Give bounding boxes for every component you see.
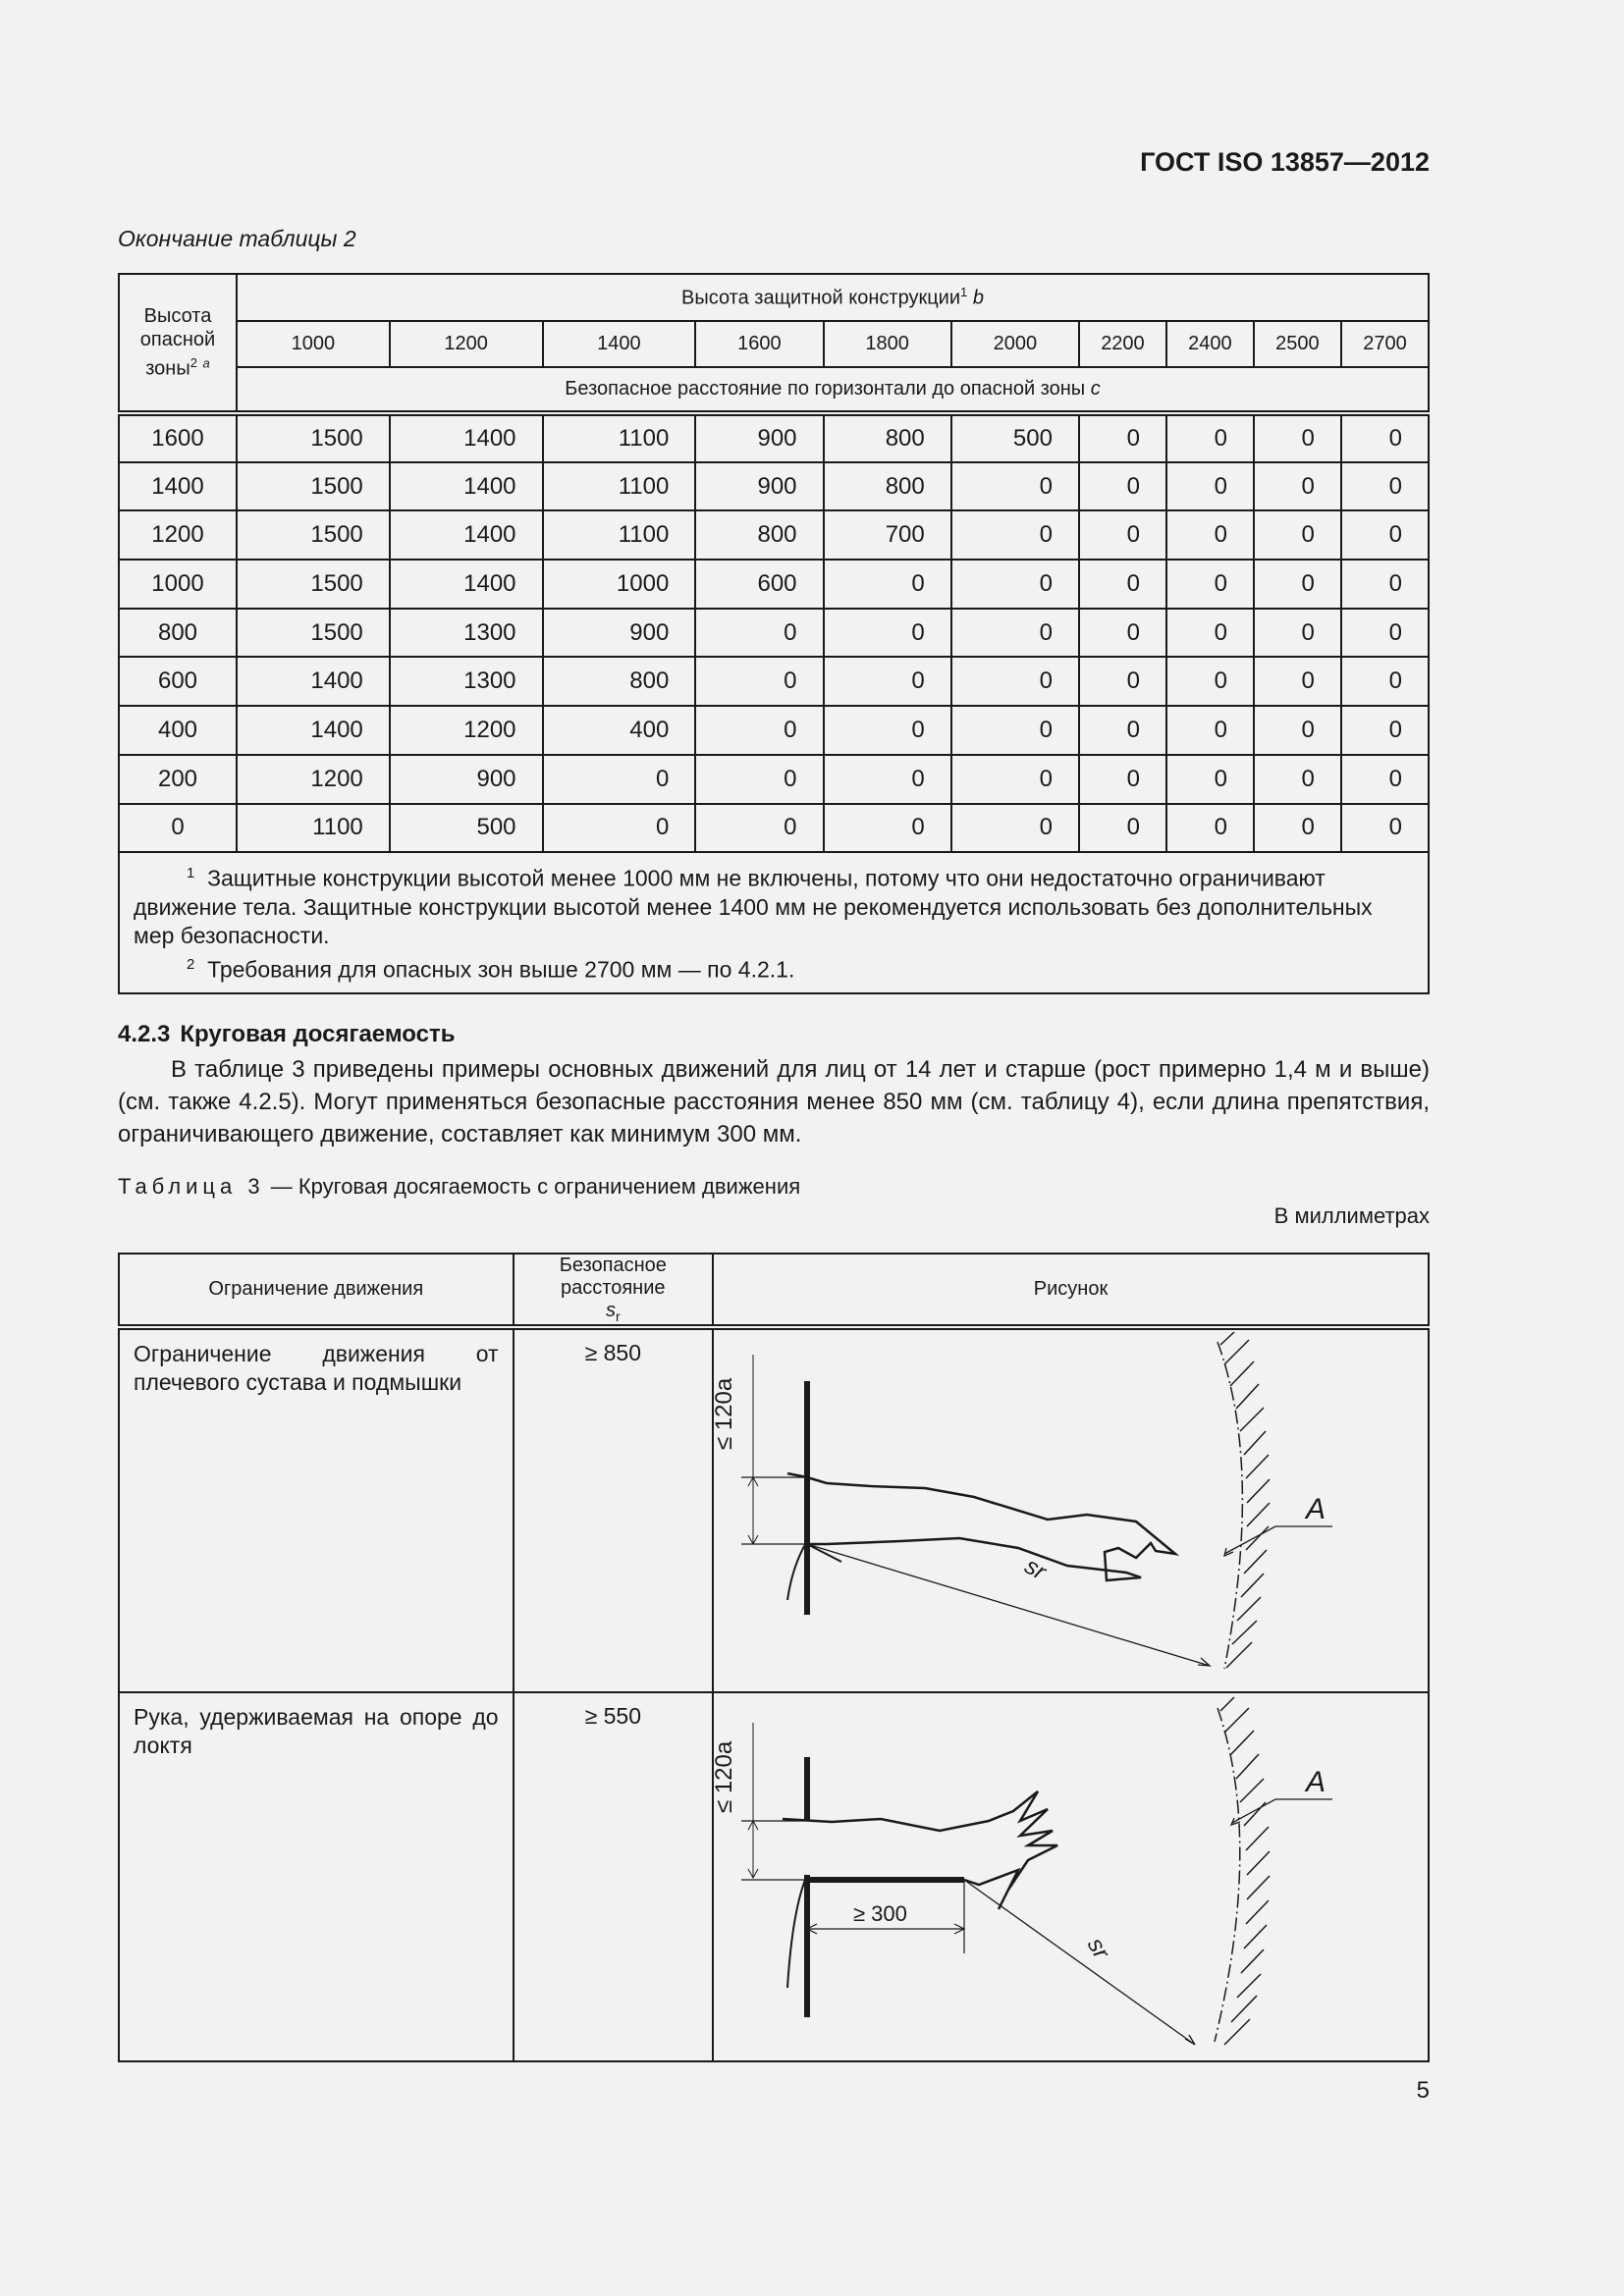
distance-cell: 0 (695, 804, 823, 853)
table-row (119, 1692, 1429, 2061)
distance-cell: 1500 (237, 609, 390, 658)
page-number: 5 (1416, 2077, 1430, 2104)
distance-cell: 1500 (237, 510, 390, 560)
table-row (119, 462, 1429, 511)
distance-cell: 1200 (237, 755, 390, 804)
distance-cell: 0 (1254, 413, 1341, 462)
hazard-height-cell: 1400 (119, 462, 237, 511)
column-header: 1800 (824, 321, 951, 367)
zone-label: A (1306, 1493, 1326, 1525)
zone-label: A (1306, 1766, 1326, 1798)
distance-cell: 0 (1254, 510, 1341, 560)
dimension-label: ≤ 120a (711, 1377, 737, 1450)
table-row (119, 510, 1429, 560)
distance-cell: 0 (1079, 706, 1166, 755)
distance-cell: 0 (695, 706, 823, 755)
column-header: 2700 (1341, 321, 1429, 367)
distance-cell: 1400 (390, 560, 543, 609)
distance-cell: 0 (1254, 804, 1341, 853)
distance-cell: 1500 (237, 413, 390, 462)
table-row (119, 560, 1429, 609)
distance-cell: 1400 (237, 657, 390, 706)
distance-cell: 1400 (390, 462, 543, 511)
distance-cell: 1100 (543, 413, 696, 462)
distance-cell: 1400 (237, 706, 390, 755)
document-id: ГОСТ ISO 13857—2012 (1140, 147, 1430, 177)
distance-cell: 0 (1341, 413, 1429, 462)
distance-cell: 800 (543, 657, 696, 706)
distance-cell: 0 (951, 706, 1079, 755)
units-label: В миллиметрах (1273, 1203, 1430, 1228)
distance-cell: 1200 (390, 706, 543, 755)
arm-reach-figure-shoulder (711, 1330, 1428, 1685)
distance-cell: 0 (1079, 609, 1166, 658)
footnote-1: $^1$ Защитные конструкции высотой менее 1000 мм не включены, потому что они недостаточно ограничивают движение тела. Защитные конструкции высотой менее 1400 мм не рекомендуется использовать без дополнительных мер безопасности. (134, 865, 1373, 948)
distance-cell: 0 (1254, 657, 1341, 706)
distance-cell: 0 (1166, 804, 1254, 853)
distance-cell: 700 (824, 510, 951, 560)
distance-cell: 0 (1166, 657, 1254, 706)
arm-reach-figure-elbow (711, 1693, 1428, 2055)
header-figure: Рисунок (713, 1254, 1429, 1327)
distance-cell: 0 (951, 804, 1079, 853)
distance-cell: 1000 (543, 560, 696, 609)
distance-cell: 900 (695, 413, 823, 462)
distance-cell: 0 (824, 657, 951, 706)
header-distance: Безопасное расстояние $s_r$ (514, 1254, 713, 1327)
distance-cell: 0 (543, 804, 696, 853)
table-row (119, 609, 1429, 658)
section-paragraph: В таблице 3 приведены примеры основных движений для лиц от 14 лет и старше (рост примерно 1,4 м и выше) (см. также 4.2.5). Могут применяться безопасные расстояния менее 850 мм (см. таблицу 4), если длина препятствия, ограничивающего движение, составляет как минимум 300 мм. (118, 1056, 1430, 1148)
column-header: 2500 (1254, 321, 1341, 367)
distance-cell: 0 (695, 609, 823, 658)
distance-cell: 0 (951, 657, 1079, 706)
distance-cell: 500 (390, 804, 543, 853)
table-row (119, 413, 1429, 462)
distance-cell: 0 (824, 706, 951, 755)
column-header: 2000 (951, 321, 1079, 367)
table-3 (118, 1253, 1430, 2062)
distance-cell: 1300 (390, 609, 543, 658)
distance-cell: 1400 (390, 510, 543, 560)
distance-cell: 0 (1079, 560, 1166, 609)
distance-cell: 900 (543, 609, 696, 658)
distance-cell: 400 (543, 706, 696, 755)
sr-label: sr (1020, 1552, 1051, 1586)
hatched-wall (1220, 1332, 1270, 1668)
distance-cell: 0 (1254, 706, 1341, 755)
figure-cell (713, 1327, 1429, 1692)
distance-cell: 0 (1166, 413, 1254, 462)
column-header: 1600 (695, 321, 823, 367)
hazard-height-cell: 200 (119, 755, 237, 804)
distance-cell: 0 (1166, 462, 1254, 511)
distance-cell: 500 (951, 413, 1079, 462)
distance-cell: 0 (951, 755, 1079, 804)
distance-cell: 1500 (237, 560, 390, 609)
hazard-height-cell: 1600 (119, 413, 237, 462)
distance-cell: 0 (1254, 560, 1341, 609)
distance-cell: 0 (824, 755, 951, 804)
distance-cell: 0 (1079, 657, 1166, 706)
column-header: 1000 (237, 321, 390, 367)
column-header: 1400 (543, 321, 696, 367)
table-row (119, 755, 1429, 804)
restriction-cell: Ограничение движения от плечевого сустава и подмышки (119, 1327, 514, 1692)
table-footnotes (119, 852, 1429, 992)
distance-cell: 0 (1079, 804, 1166, 853)
distance-cell: 1100 (543, 510, 696, 560)
distance-cell: 1500 (237, 462, 390, 511)
distance-cell: 0 (1341, 510, 1429, 560)
distance-cell: 0 (1166, 510, 1254, 560)
distance-cell: 900 (695, 462, 823, 511)
footnote-2: $^2$ Требования для опасных зон выше 2700 мм — по 4.2.1. (187, 955, 795, 983)
table-3-caption: Таблица 3 — Круговая досягаемость с ограничением движения (118, 1174, 801, 1199)
table-row (119, 804, 1429, 853)
table-row (119, 657, 1429, 706)
distance-cell: 0 (1341, 657, 1429, 706)
distance-cell: ≥ 850 (514, 1327, 713, 1692)
distance-cell: ≥ 550 (514, 1692, 713, 2061)
distance-cell: 0 (1341, 804, 1429, 853)
hazard-height-cell: 600 (119, 657, 237, 706)
distance-cell: 0 (1166, 609, 1254, 658)
distance-cell: 0 (951, 609, 1079, 658)
table-continuation-label: Окончание таблицы 2 (118, 226, 356, 251)
distance-cell: 0 (1079, 755, 1166, 804)
hazard-height-cell: 800 (119, 609, 237, 658)
distance-cell: 0 (1254, 755, 1341, 804)
distance-cell: 0 (1341, 706, 1429, 755)
distance-cell: 900 (390, 755, 543, 804)
dimension-label: ≤ 120a (711, 1740, 737, 1813)
distance-cell: 0 (1254, 609, 1341, 658)
distance-cell: 0 (1341, 755, 1429, 804)
distance-cell: 0 (1254, 462, 1341, 511)
distance-cell: 0 (824, 804, 951, 853)
distance-cell: 0 (951, 510, 1079, 560)
distance-cell: 0 (543, 755, 696, 804)
distance-cell: 1100 (543, 462, 696, 511)
hazard-height-cell: 1000 (119, 560, 237, 609)
column-header: 2400 (1166, 321, 1254, 367)
sr-label: sr (1081, 1933, 1115, 1964)
value-header: Безопасное расстояние по горизонтали до опасной зоны c (237, 367, 1429, 413)
row-header: Высота опасной зоны$^2$ $^a$ (119, 274, 237, 413)
distance-cell: 0 (951, 462, 1079, 511)
restriction-cell: Рука, удерживаемая на опоре до локтя (119, 1692, 514, 2061)
distance-cell: 600 (695, 560, 823, 609)
distance-cell: 0 (1079, 462, 1166, 511)
distance-cell: 0 (1166, 755, 1254, 804)
table-row (119, 1327, 1429, 1692)
table-row (119, 706, 1429, 755)
distance-cell: 0 (824, 609, 951, 658)
distance-cell: 0 (951, 560, 1079, 609)
table-2 (118, 273, 1430, 994)
header-restriction: Ограничение движения (119, 1254, 514, 1327)
column-header: 1200 (390, 321, 543, 367)
distance-cell: 0 (1341, 462, 1429, 511)
distance-cell: 0 (1341, 560, 1429, 609)
column-header: 2200 (1079, 321, 1166, 367)
distance-cell: 0 (1166, 706, 1254, 755)
hazard-height-cell: 0 (119, 804, 237, 853)
distance-cell: 0 (1079, 413, 1166, 462)
distance-cell: 1300 (390, 657, 543, 706)
support-length-label: ≥ 300 (853, 1901, 907, 1926)
distance-cell: 800 (824, 462, 951, 511)
distance-cell: 0 (1079, 510, 1166, 560)
distance-cell: 1400 (390, 413, 543, 462)
figure-cell (713, 1692, 1429, 2061)
column-group-header: Высота защитной конструкции$^1$ b (237, 274, 1429, 321)
distance-cell: 1100 (237, 804, 390, 853)
hazard-height-cell: 1200 (119, 510, 237, 560)
hazard-height-cell: 400 (119, 706, 237, 755)
distance-cell: 0 (695, 657, 823, 706)
distance-cell: 800 (824, 413, 951, 462)
distance-cell: 0 (1166, 560, 1254, 609)
distance-cell: 0 (695, 755, 823, 804)
distance-cell: 800 (695, 510, 823, 560)
distance-cell: 0 (824, 560, 951, 609)
distance-cell: 0 (1341, 609, 1429, 658)
section-heading: 4.2.3 Круговая досягаемость (118, 1021, 456, 1047)
